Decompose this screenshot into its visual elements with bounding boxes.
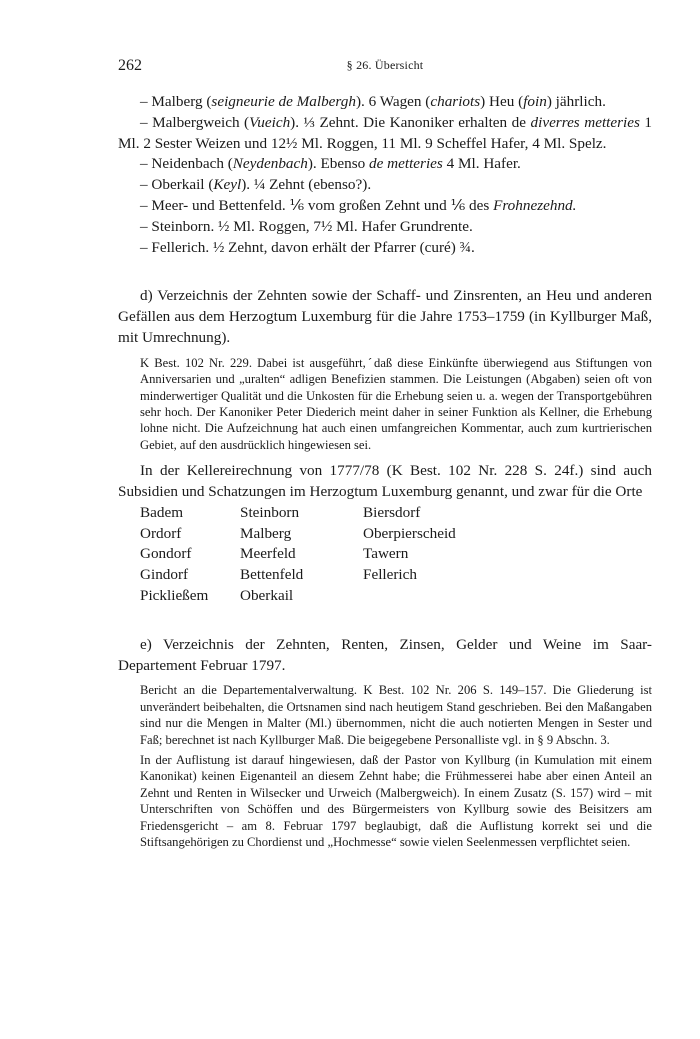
section-e-note-2: In der Auflistung ist darauf hingewiesen, daß der Pastor von Kyllburg (in Kumulation mit einem Kanonikat) keinen Eigenanteil an diesem Zehnt habe; die Frühmesserei habe aber einen Anteil an Zehnt und Renten in Wilsecker und Urweich (Malbergweich). In einem Zusatz (S. 157) wird – mit Unterschriften von Schöffen und des Bürgermeisters von Kyllburg sowie des Beisitzers am Friedensgericht – am 8. Februar 1797 beglaubigt, daß die Auflistung korrekt sei und die Stiftsangehörigen zu Chordienst und „Hochmesse“ sowie vielen Seelenmessen verpflichtet seien. <box>140 753 652 850</box>
italic-term: chariots <box>430 93 481 110</box>
places-list <box>118 503 652 607</box>
list-item: – Oberkail (Keyl). ¼ Zehnt (ebenso?). <box>140 176 372 194</box>
place-name: Tawern <box>363 545 409 563</box>
place-name: Gindorf <box>140 566 189 584</box>
italic-term: Vueich <box>249 113 291 131</box>
place-name: Ordorf <box>140 524 182 542</box>
place-name: Pickließem <box>140 586 209 604</box>
list-item: – Steinborn. ½ Ml. Roggen, 7½ Ml. Hafer Grundrente. <box>140 217 473 235</box>
section-e-note-1: Bericht an die Departementalverwaltung. K Best. 102 Nr. 206 S. 149–157. Die Gliederung ist unverändert beibehalten, die Ortsnamen sind nach heutigem Stand geschrieben. Bei den Maßangaben sind nur die Mengen in Malter (Ml.) übernommen, nicht die auch notierten Mengen in Sester und Faß; berechnet ist nach Kyllburger Maß. Die beigegebene Personalliste vgl. in § 9 Abschn. 3. <box>140 683 652 747</box>
section-d-note: K Best. 102 Nr. 229. Dabei ist ausgeführt,ˊdaß diese Einkünfte überwiegend aus Stiftungen von Anniversarien und „uralten“ adligen Benefizien stammen. Die Leistungen (Abgaben) seien oft von minderwertiger Qualität und die Unkosten für die Erhebung seien u. a. wegen der Transportgebühren sehr hoch. Der Kanoniker Peter Diederich meint daher in seiner Funktion als Kellner, die Erhebung lohne nicht. Die Aufzeichnung hat auch einen umfangreichen Kommentar, auch zum kurtrierischen Gebiet, auf den ausdrücklich hingewiesen sei. <box>140 355 652 452</box>
place-name: Oberkail <box>240 586 294 604</box>
list-item: – Fellerich. ½ Zehnt, davon erhält der Pfarrer (curé) ¾. <box>140 238 475 256</box>
place-name: Gondorf <box>140 545 192 563</box>
place-name: Malberg <box>240 524 292 542</box>
running-head: § 26. Übersicht <box>346 58 424 72</box>
italic-term: Neydenbach <box>232 155 308 173</box>
italic-term: de metteries <box>369 155 443 173</box>
italic-term: Frohnezehnd. <box>493 196 577 214</box>
place-name: Steinborn <box>240 503 300 521</box>
place-name: Bettenfeld <box>240 566 304 584</box>
italic-term: seigneurie de Malbergh <box>211 93 356 110</box>
place-name: Meerfeld <box>240 545 296 563</box>
place-name: Badem <box>140 503 184 521</box>
italic-term: Keyl <box>213 176 242 194</box>
place-name: Oberpierscheid <box>363 524 456 542</box>
section-d-text: In der Kellereirechnung von 1777/78 (K Best. 102 Nr. 228 S. 24f.) sind auch Subsidien und Schatzungen im Herzogtum Luxemburg genannt, und zwar für die Orte <box>118 462 652 500</box>
list-item: – Malberg (seigneurie de Malbergh). 6 Wagen (chariots) Heu (foin) jährlich. <box>140 93 606 110</box>
tithe-list <box>118 92 652 258</box>
italic-term: foin <box>523 93 547 110</box>
section-e-heading: e) Verzeichnis der Zehnten, Renten, Zinsen, Gelder und Weine im Saar-Departement Februar 1797. <box>118 635 652 674</box>
page-number: 262 <box>118 57 142 74</box>
place-name: Biersdorf <box>363 503 421 521</box>
page-body <box>118 92 652 850</box>
list-item: – Meer- und Bettenfeld. ⅙ vom großen Zehnt und ⅙ des Frohnezehnd. <box>140 196 577 214</box>
italic-term: diverres metteries <box>530 113 640 131</box>
page-header <box>118 57 652 77</box>
list-item: – Malbergweich (Vueich). ⅓ Zehnt. Die Kanoniker erhalten de diverres metteries 1 Ml. 2 Sester Weizen und 12½ Ml. Roggen, 11 Ml. 9 Scheffel Hafer, 4 Ml. Spelz. <box>118 113 653 152</box>
place-name: Fellerich <box>363 566 417 584</box>
list-item: – Neidenbach (Neydenbach). Ebenso de metteries 4 Ml. Hafer. <box>140 155 521 173</box>
section-d-heading: d) Verzeichnis der Zehnten sowie der Schaff- und Zinsrenten, an Heu und anderen Gefällen aus dem Herzogtum Luxemburg für die Jahre 1753–1759 (in Kyllburger Maß, mit Umrechnung). <box>118 287 652 346</box>
